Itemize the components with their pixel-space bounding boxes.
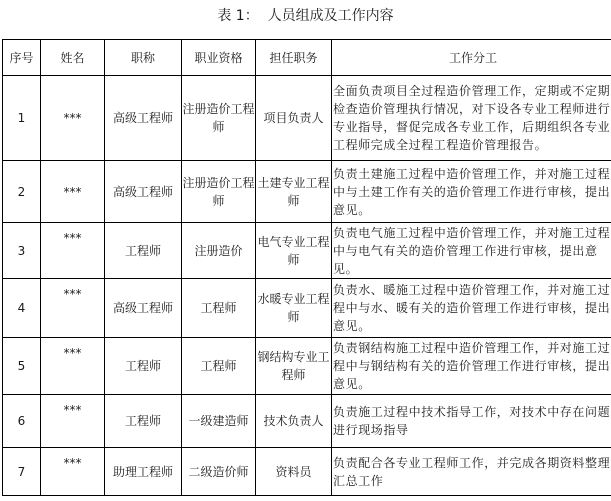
row-duty: 负责水、暖施工过程中造价管理工作，并对施工过程中与水、暖有关的造价管理工作进行审核，提出意见。 — [332, 279, 611, 338]
row-title: 高级工程师 — [105, 76, 182, 161]
header-title: 职称 — [105, 40, 182, 76]
staff-table — [2, 39, 611, 496]
header-name: 姓名 — [41, 40, 105, 76]
row-title: 工程师 — [105, 223, 182, 279]
row-qualification: 注册造价工程师 — [182, 161, 256, 223]
row-title: 助理工程师 — [105, 448, 182, 496]
row-position: 土建专业工程师 — [256, 161, 332, 223]
row-duty: 全面负责项目全过程造价管理工作，定期或不定期检查造价管理执行情况，对下设各专业工程师进行专业指导，督促完成各专业工作，后期组织各专业工程师完成全过程工程造价管理报告。 — [332, 76, 611, 161]
row-qualification: 二级造价师 — [182, 448, 256, 496]
row-position: 电气专业工程师 — [256, 223, 332, 279]
table-row — [3, 161, 611, 223]
row-title: 工程师 — [105, 338, 182, 395]
header-duty: 工作分工 — [332, 40, 611, 76]
row-title: 高级工程师 — [105, 161, 182, 223]
row-duty: 负责电气施工过程中造价管理工作，并对施工过程中与电气有关的造价管理工作进行审核，提出意见。 — [332, 223, 611, 279]
table-header-row — [3, 40, 611, 76]
table-caption: 表 1： 人员组成及工作内容 — [217, 8, 394, 24]
row-name: *** — [41, 448, 105, 496]
row-no: 6 — [3, 395, 41, 448]
row-title: 高级工程师 — [105, 279, 182, 338]
table-row — [3, 76, 611, 161]
row-position: 资料员 — [256, 448, 332, 496]
row-name: *** — [41, 395, 105, 448]
row-no: 2 — [3, 161, 41, 223]
row-no: 3 — [3, 223, 41, 279]
row-qualification: 注册造价工程师 — [182, 76, 256, 161]
table-row — [3, 448, 611, 496]
table-row — [3, 395, 611, 448]
row-name: *** — [41, 76, 105, 161]
row-position: 项目负责人 — [256, 76, 332, 161]
row-qualification: 注册造价 — [182, 223, 256, 279]
row-duty: 负责钢结构施工过程中造价管理工作，并对施工过程中与钢结构有关的造价管理工作进行审核，提出意见。 — [332, 338, 611, 395]
header-position: 担任职务 — [256, 40, 332, 76]
row-position: 水暖专业工程师 — [256, 279, 332, 338]
header-no: 序号 — [3, 40, 41, 76]
row-position: 钢结构专业工程师 — [256, 338, 332, 395]
row-duty: 负责施工过程中技术指导工作，对技术中存在问题进行现场指导 — [332, 395, 611, 448]
row-qualification: 工程师 — [182, 338, 256, 395]
table-row — [3, 279, 611, 338]
header-qualification: 职业资格 — [182, 40, 256, 76]
row-no: 7 — [3, 448, 41, 496]
row-qualification: 工程师 — [182, 279, 256, 338]
row-duty: 负责配合各专业工程师工作，并完成各期资料整理汇总工作 — [332, 448, 611, 496]
table-row — [3, 223, 611, 279]
table-row — [3, 338, 611, 395]
row-qualification: 一级建造师 — [182, 395, 256, 448]
row-no: 4 — [3, 279, 41, 338]
row-name: *** — [41, 279, 105, 338]
row-name: *** — [41, 161, 105, 223]
row-no: 5 — [3, 338, 41, 395]
row-name: *** — [41, 223, 105, 279]
row-name: *** — [41, 338, 105, 395]
row-no: 1 — [3, 76, 41, 161]
row-duty: 负责土建施工过程中造价管理工作，并对施工过程中与土建工作有关的造价管理工作进行审核，提出意见。 — [332, 161, 611, 223]
row-title: 工程师 — [105, 395, 182, 448]
row-position: 技术负责人 — [256, 395, 332, 448]
